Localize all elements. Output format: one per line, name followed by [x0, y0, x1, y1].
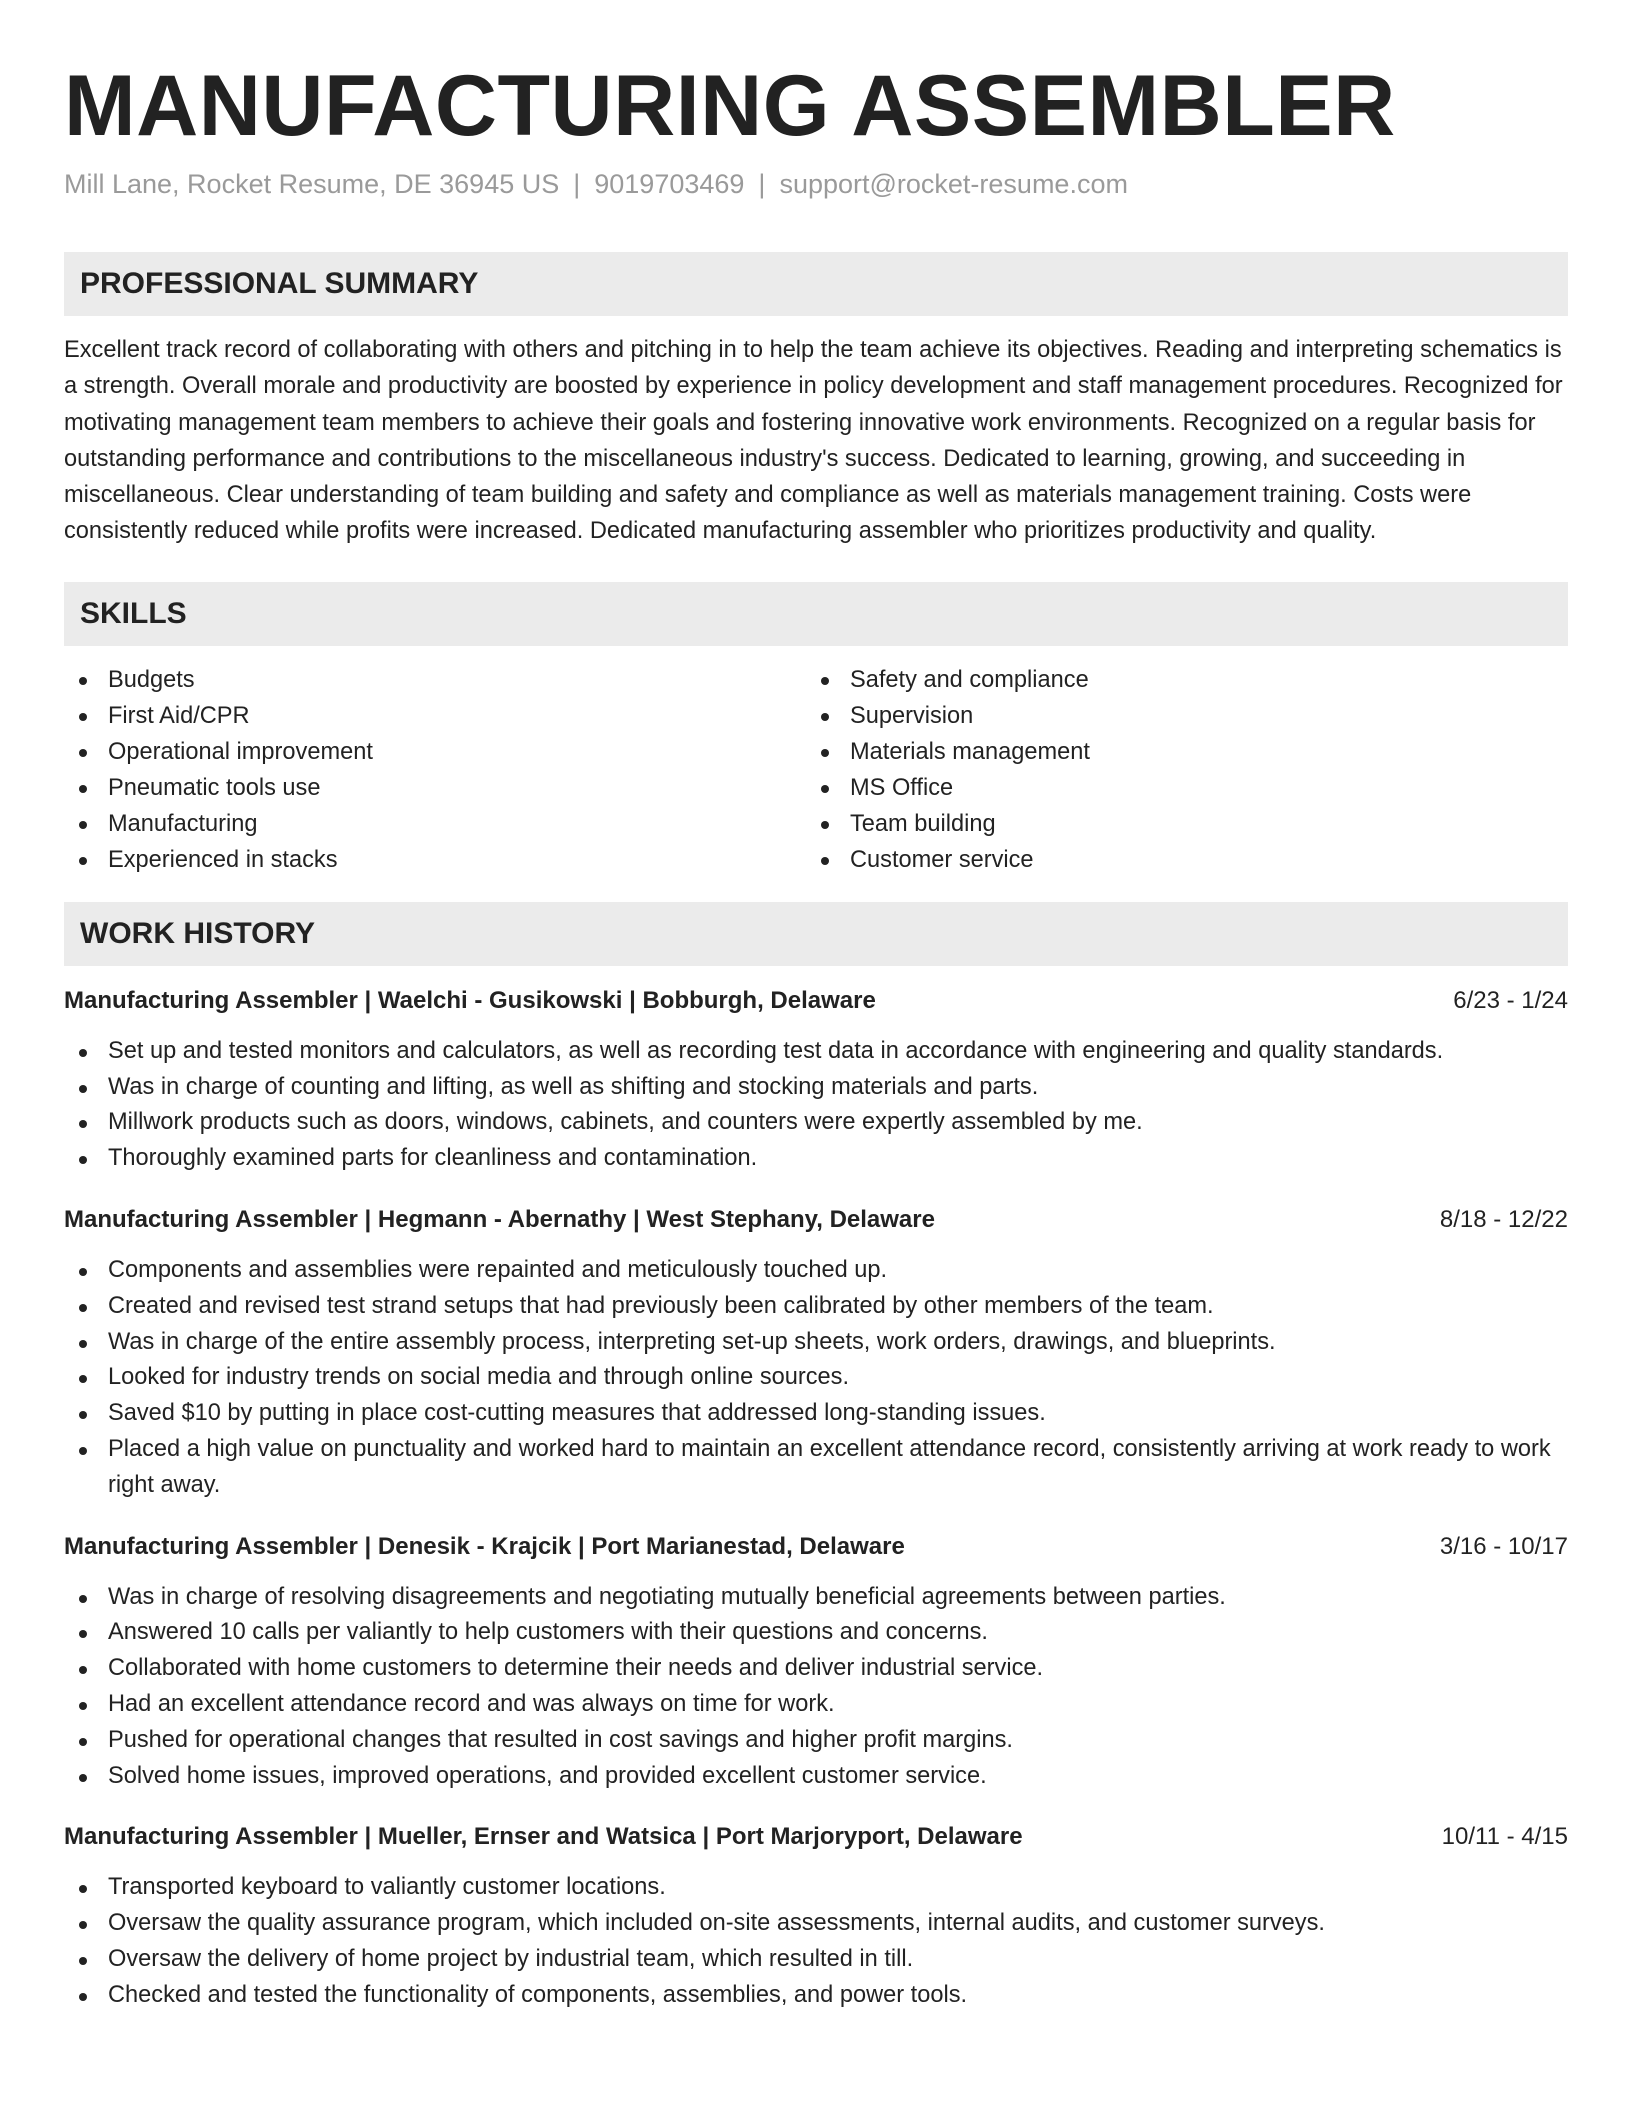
- job-dates: 6/23 - 1/24: [1453, 986, 1568, 1014]
- skill-item: Customer service: [806, 842, 1548, 878]
- contact-line: [64, 166, 1568, 202]
- job-bullet: Millwork products such as doors, windows, cabinets, and counters were expertly assembled by me.: [64, 1105, 1568, 1141]
- job-header: [64, 984, 1568, 1018]
- skill-item: Budgets: [64, 662, 806, 698]
- summary-text: Excellent track record of collaborating with others and pitching in to help the team achieve its objectives. Reading and interpreting schematics is a strength. Overall morale and productivity are boosted by experience in policy development and staff management procedures. Recognized for motivating management team members to achieve their goals and fostering innovative work environments. Recognized on a regular basis for outstanding performance and contributions to the miscellaneous industry's success. Dedicated to learning, growing, and succeeding in miscellaneous. Clear understanding of team building and safety and compliance as well as materials management training. Costs were consistently reduced while profits were increased. Dedicated manufacturing assembler who prioritizes productivity and quality.: [64, 337, 1563, 545]
- section-heading-skills: SKILLS: [64, 582, 1568, 646]
- skill-item: Team building: [806, 806, 1548, 842]
- job-dates: 10/11 - 4/15: [1441, 1823, 1568, 1851]
- skills-column-right: [806, 662, 1548, 878]
- job-entry: [64, 1820, 1568, 2013]
- job-bullet: Solved home issues, improved operations, and provided excellent customer service.: [64, 1759, 1568, 1795]
- job-dates: 3/16 - 10/17: [1439, 1532, 1568, 1560]
- job-bullet: Was in charge of the entire assembly process, interpreting set-up sheets, work orders, drawings, and blueprints.: [64, 1325, 1568, 1361]
- job-title: Manufacturing Assembler | Mueller, Ernser and Watsica | Port Marjoryport, Delaware: [64, 1823, 1023, 1851]
- resume-page: [64, 56, 1568, 2014]
- job-header: [64, 1530, 1568, 1564]
- job-bullet: Oversaw the quality assurance program, which included on-site assessments, internal audits, and customer surveys.: [64, 1906, 1568, 1942]
- skills-column-left: [64, 662, 806, 878]
- skill-item: Safety and compliance: [806, 662, 1548, 698]
- job-bullet: Saved $10 by putting in place cost-cutting measures that addressed long-standing issues.: [64, 1396, 1568, 1432]
- skills-list: [64, 662, 1568, 878]
- job-bullet: Pushed for operational changes that resulted in cost savings and higher profit margins.: [64, 1723, 1568, 1759]
- skill-item: Manufacturing: [64, 806, 806, 842]
- job-header: [64, 1820, 1568, 1854]
- contact-phone: 9019703469: [594, 169, 745, 199]
- job-bullet: Thoroughly examined parts for cleanliness and contamination.: [64, 1141, 1568, 1177]
- job-title: Manufacturing Assembler | Hegmann - Abernathy | West Stephany, Delaware: [64, 1205, 935, 1233]
- job-bullets: [64, 1870, 1568, 2013]
- job-title: Manufacturing Assembler | Denesik - Krajcik | Port Marianestad, Delaware: [64, 1532, 905, 1560]
- job-title: Manufacturing Assembler | Waelchi - Gusikowski | Bobburgh, Delaware: [64, 986, 876, 1014]
- job-header: [64, 1203, 1568, 1237]
- skill-item: Materials management: [806, 734, 1548, 770]
- job-bullet: Had an excellent attendance record and was always on time for work.: [64, 1687, 1568, 1723]
- job-bullet: Answered 10 calls per valiantly to help customers with their questions and concerns.: [64, 1615, 1568, 1651]
- job-bullet: Set up and tested monitors and calculators, as well as recording test data in accordance with engineering and quality standards.: [64, 1034, 1568, 1070]
- candidate-name: MANUFACTURING ASSEMBLER: [64, 58, 1396, 154]
- job-bullets: [64, 1253, 1568, 1504]
- job-bullet: Placed a high value on punctuality and worked hard to maintain an excellent attendance record, consistently arriving at work ready to work right away.: [64, 1432, 1568, 1504]
- skill-item: Operational improvement: [64, 734, 806, 770]
- job-bullet: Created and revised test strand setups that had previously been calibrated by other members of the team.: [64, 1289, 1568, 1325]
- job-bullets: [64, 1034, 1568, 1177]
- job-bullet: Transported keyboard to valiantly customer locations.: [64, 1870, 1568, 1906]
- skill-item: First Aid/CPR: [64, 698, 806, 734]
- job-entry: [64, 1530, 1568, 1795]
- contact-separator: |: [758, 169, 766, 199]
- contact-email: support@rocket-resume.com: [779, 169, 1128, 199]
- job-dates: 8/18 - 12/22: [1439, 1205, 1568, 1233]
- skill-item: MS Office: [806, 770, 1548, 806]
- skill-item: Pneumatic tools use: [64, 770, 806, 806]
- job-bullet: Oversaw the delivery of home project by industrial team, which resulted in till.: [64, 1942, 1568, 1978]
- job-bullet: Was in charge of counting and lifting, as well as shifting and stocking materials and parts.: [64, 1070, 1568, 1106]
- job-bullet: Checked and tested the functionality of components, assemblies, and power tools.: [64, 1978, 1568, 2014]
- job-entry: [64, 1203, 1568, 1504]
- job-bullets: [64, 1580, 1568, 1795]
- section-heading-work-history: WORK HISTORY: [64, 902, 1568, 966]
- job-bullet: Components and assemblies were repainted and meticulously touched up.: [64, 1253, 1568, 1289]
- section-heading-summary: PROFESSIONAL SUMMARY: [64, 252, 1568, 316]
- contact-separator: |: [573, 169, 581, 199]
- job-entry: [64, 984, 1568, 1177]
- contact-address: Mill Lane, Rocket Resume, DE 36945 US: [64, 169, 560, 199]
- skill-item: Experienced in stacks: [64, 842, 806, 878]
- job-bullet: Collaborated with home customers to determine their needs and deliver industrial service.: [64, 1651, 1568, 1687]
- job-bullet: Was in charge of resolving disagreements and negotiating mutually beneficial agreements between parties.: [64, 1580, 1568, 1616]
- job-bullet: Looked for industry trends on social media and through online sources.: [64, 1360, 1568, 1396]
- skill-item: Supervision: [806, 698, 1548, 734]
